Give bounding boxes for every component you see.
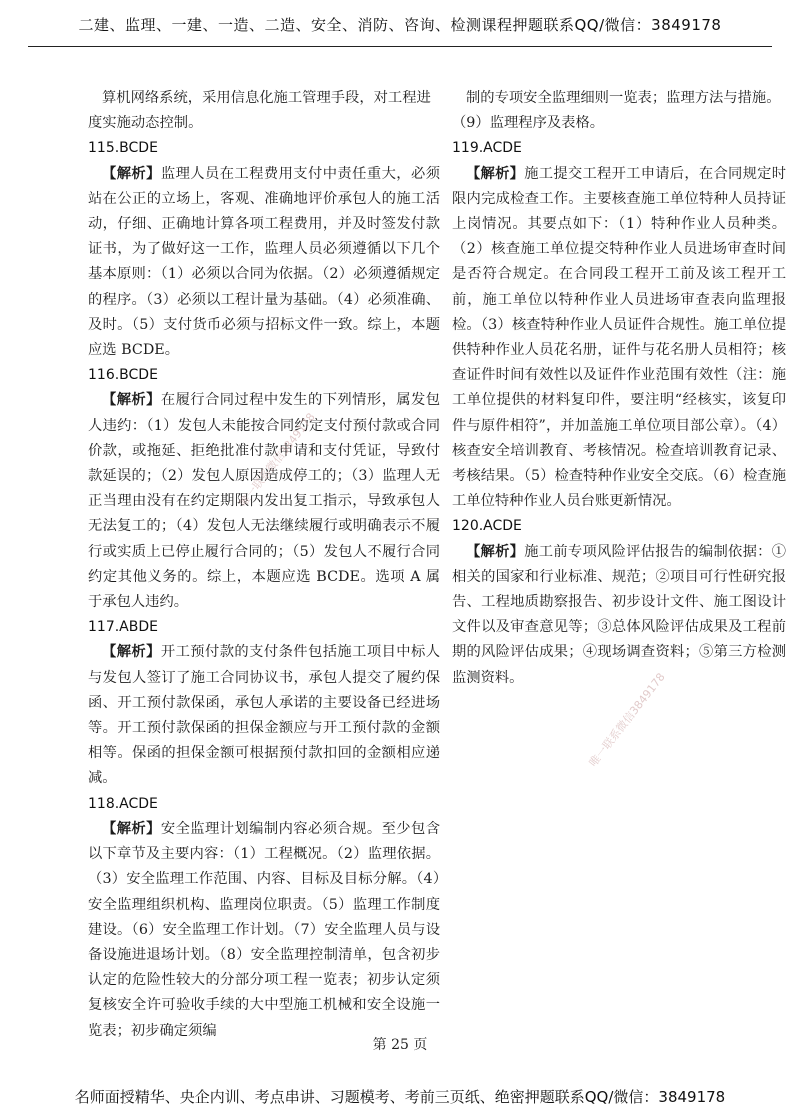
- header-divider: [28, 46, 772, 47]
- watermark: 唯一联系微信3849178: [586, 670, 668, 770]
- explanation-115: [88, 162, 440, 364]
- explanation-tag: 【解析】: [466, 543, 525, 560]
- explanation-118: [88, 817, 440, 1044]
- explanation-117: [88, 640, 440, 791]
- explanation-tag: 【解析】: [102, 392, 161, 409]
- header-banner: 二建、监理、一建、一造、二造、安全、消防、咨询、检测课程押题联系QQ/微信：3849178: [78, 16, 722, 34]
- answer-116: 116.BCDE: [88, 367, 158, 384]
- answer-118: 118.ACDE: [88, 795, 158, 812]
- explanation-tag: 【解析】: [466, 165, 525, 182]
- explanation-119: [452, 162, 786, 515]
- explanation-tag: 【解析】: [102, 644, 161, 661]
- explanation-tag: 【解析】: [102, 165, 161, 182]
- right-column: [452, 86, 786, 691]
- left-column: [88, 86, 440, 1044]
- explanation-text: 在履行合同过程中发生的下列情形，属发包人违约：（1）发包人未能按合同约定支付预付款或合同价款，或拖延、拒绝批准付款申请和支付凭证，导致付款延误的；（2）发包人原因造成停工的；（3）监理人无正当理由没有在约定期限内发出复工指示，导致承包人无法复工的；（4）发包人无法继续履行或明确表示不履行或实质上已停止履行合同的；（5）发包人不履行合同约定其他义务的。综上，本题应选 BCDE。选项 A 属于承包人违约。: [88, 392, 441, 611]
- answer-117: 117.ABDE: [88, 619, 158, 636]
- answer-120: 120.ACDE: [452, 518, 522, 535]
- explanation-116: [88, 388, 440, 615]
- explanation-text: 安全监理计划编制内容必须合规。至少包含以下章节及主要内容：（1）工程概况。（2）监理依据。（3）安全监理工作范围、内容、目标及目标分解。（4）安全监理组织机构、监理岗位职责。（5）监理工作制度建设。（6）安全监理工作计划。（7）安全监理人员与设备设施进退场计划。（8）安全监理控制清单，包含初步认定的危险性较大的分部分项工程一览表；初步认定须复核安全许可验收手续的大中型施工机械和安全设施一览表；初步确定须编: [88, 820, 441, 1039]
- answer-119: 119.ACDE: [452, 140, 522, 157]
- explanation-120: [452, 540, 786, 691]
- explanation-text: 开工预付款的支付条件包括施工项目中标人与发包人签订了施工合同协议书，承包人提交了履约保函、开工预付款保函，承包人承诺的主要设备已经进场等。开工预付款保函的担保金额应与开工预付款的金额相等。保函的担保金额可根据预付款扣回的金额相应递减。: [88, 644, 441, 787]
- answer-115: 115.BCDE: [88, 140, 158, 157]
- watermark: 唯一联系微信3849178: [236, 410, 318, 510]
- explanation-text: 施工提交工程开工申请后，在合同规定时限内完成检查工作。主要核查施工单位特种人员持证上岗情况。其要点如下：（1）特种作业人员种类。（2）核查施工单位提交特种作业人员进场审查时间是否符合规定。在合同段工程开工前及该工程开工前，施工单位以特种作业人员进场审查表向监理报检。（3）核查特种作业人员证件合规性。施工单位提供特种作业人员花名册，证件与花名册人员相符；核查证件时间有效性以及证件作业范围有效性（注：施工单位提供的材料复印件，要注明“经核实，该复印件与原件相符”，并加盖施工单位项目部公章）。（4）核查安全培训教育、考核情况。检查培训教育记录、考核结果。（5）检查特种作业安全交底。（6）检查施工单位特种作业人员台账更新情况。: [452, 165, 787, 510]
- continuation-text: 算机网络系统，采用信息化施工管理手段，对工程进度实施动态控制。: [88, 90, 431, 132]
- page-number: 第 25 页: [372, 1037, 428, 1053]
- explanation-text: 施工前专项风险评估报告的编制依据：①相关的国家和行业标准、规范；②项目可行性研究报告、工程地质勘察报告、初步设计文件、施工图设计文件以及审查意见等；③总体风险评估成果及工程前期的风险评估成果；④现场调查资料；⑤第三方检测监测资料。: [452, 543, 787, 686]
- explanation-text: 监理人员在工程费用支付中责任重大，必须站在公正的立场上，客观、准确地评价承包人的施工活动，仔细、正确地计算各项工程费用，并及时签发付款证书，为了做好这一工作，监理人员必须遵循以下几个基本原则：（1）必须以合同为依据。（2）必须遵循规定的程序。（3）必须以工程计量为基础。（4）必须准确、及时。（5）支付货币必须与招标文件一致。综上，本题应选 BCDE。: [88, 165, 441, 359]
- continuation-text: 制的专项安全监理细则一览表；监理方法与措施。（9）监理程序及表格。: [452, 90, 781, 132]
- explanation-tag: 【解析】: [102, 820, 161, 837]
- footer-banner: 名师面授精华、央企内训、考点串讲、习题模考、考前三页纸、绝密押题联系QQ/微信：3849178: [74, 1088, 726, 1106]
